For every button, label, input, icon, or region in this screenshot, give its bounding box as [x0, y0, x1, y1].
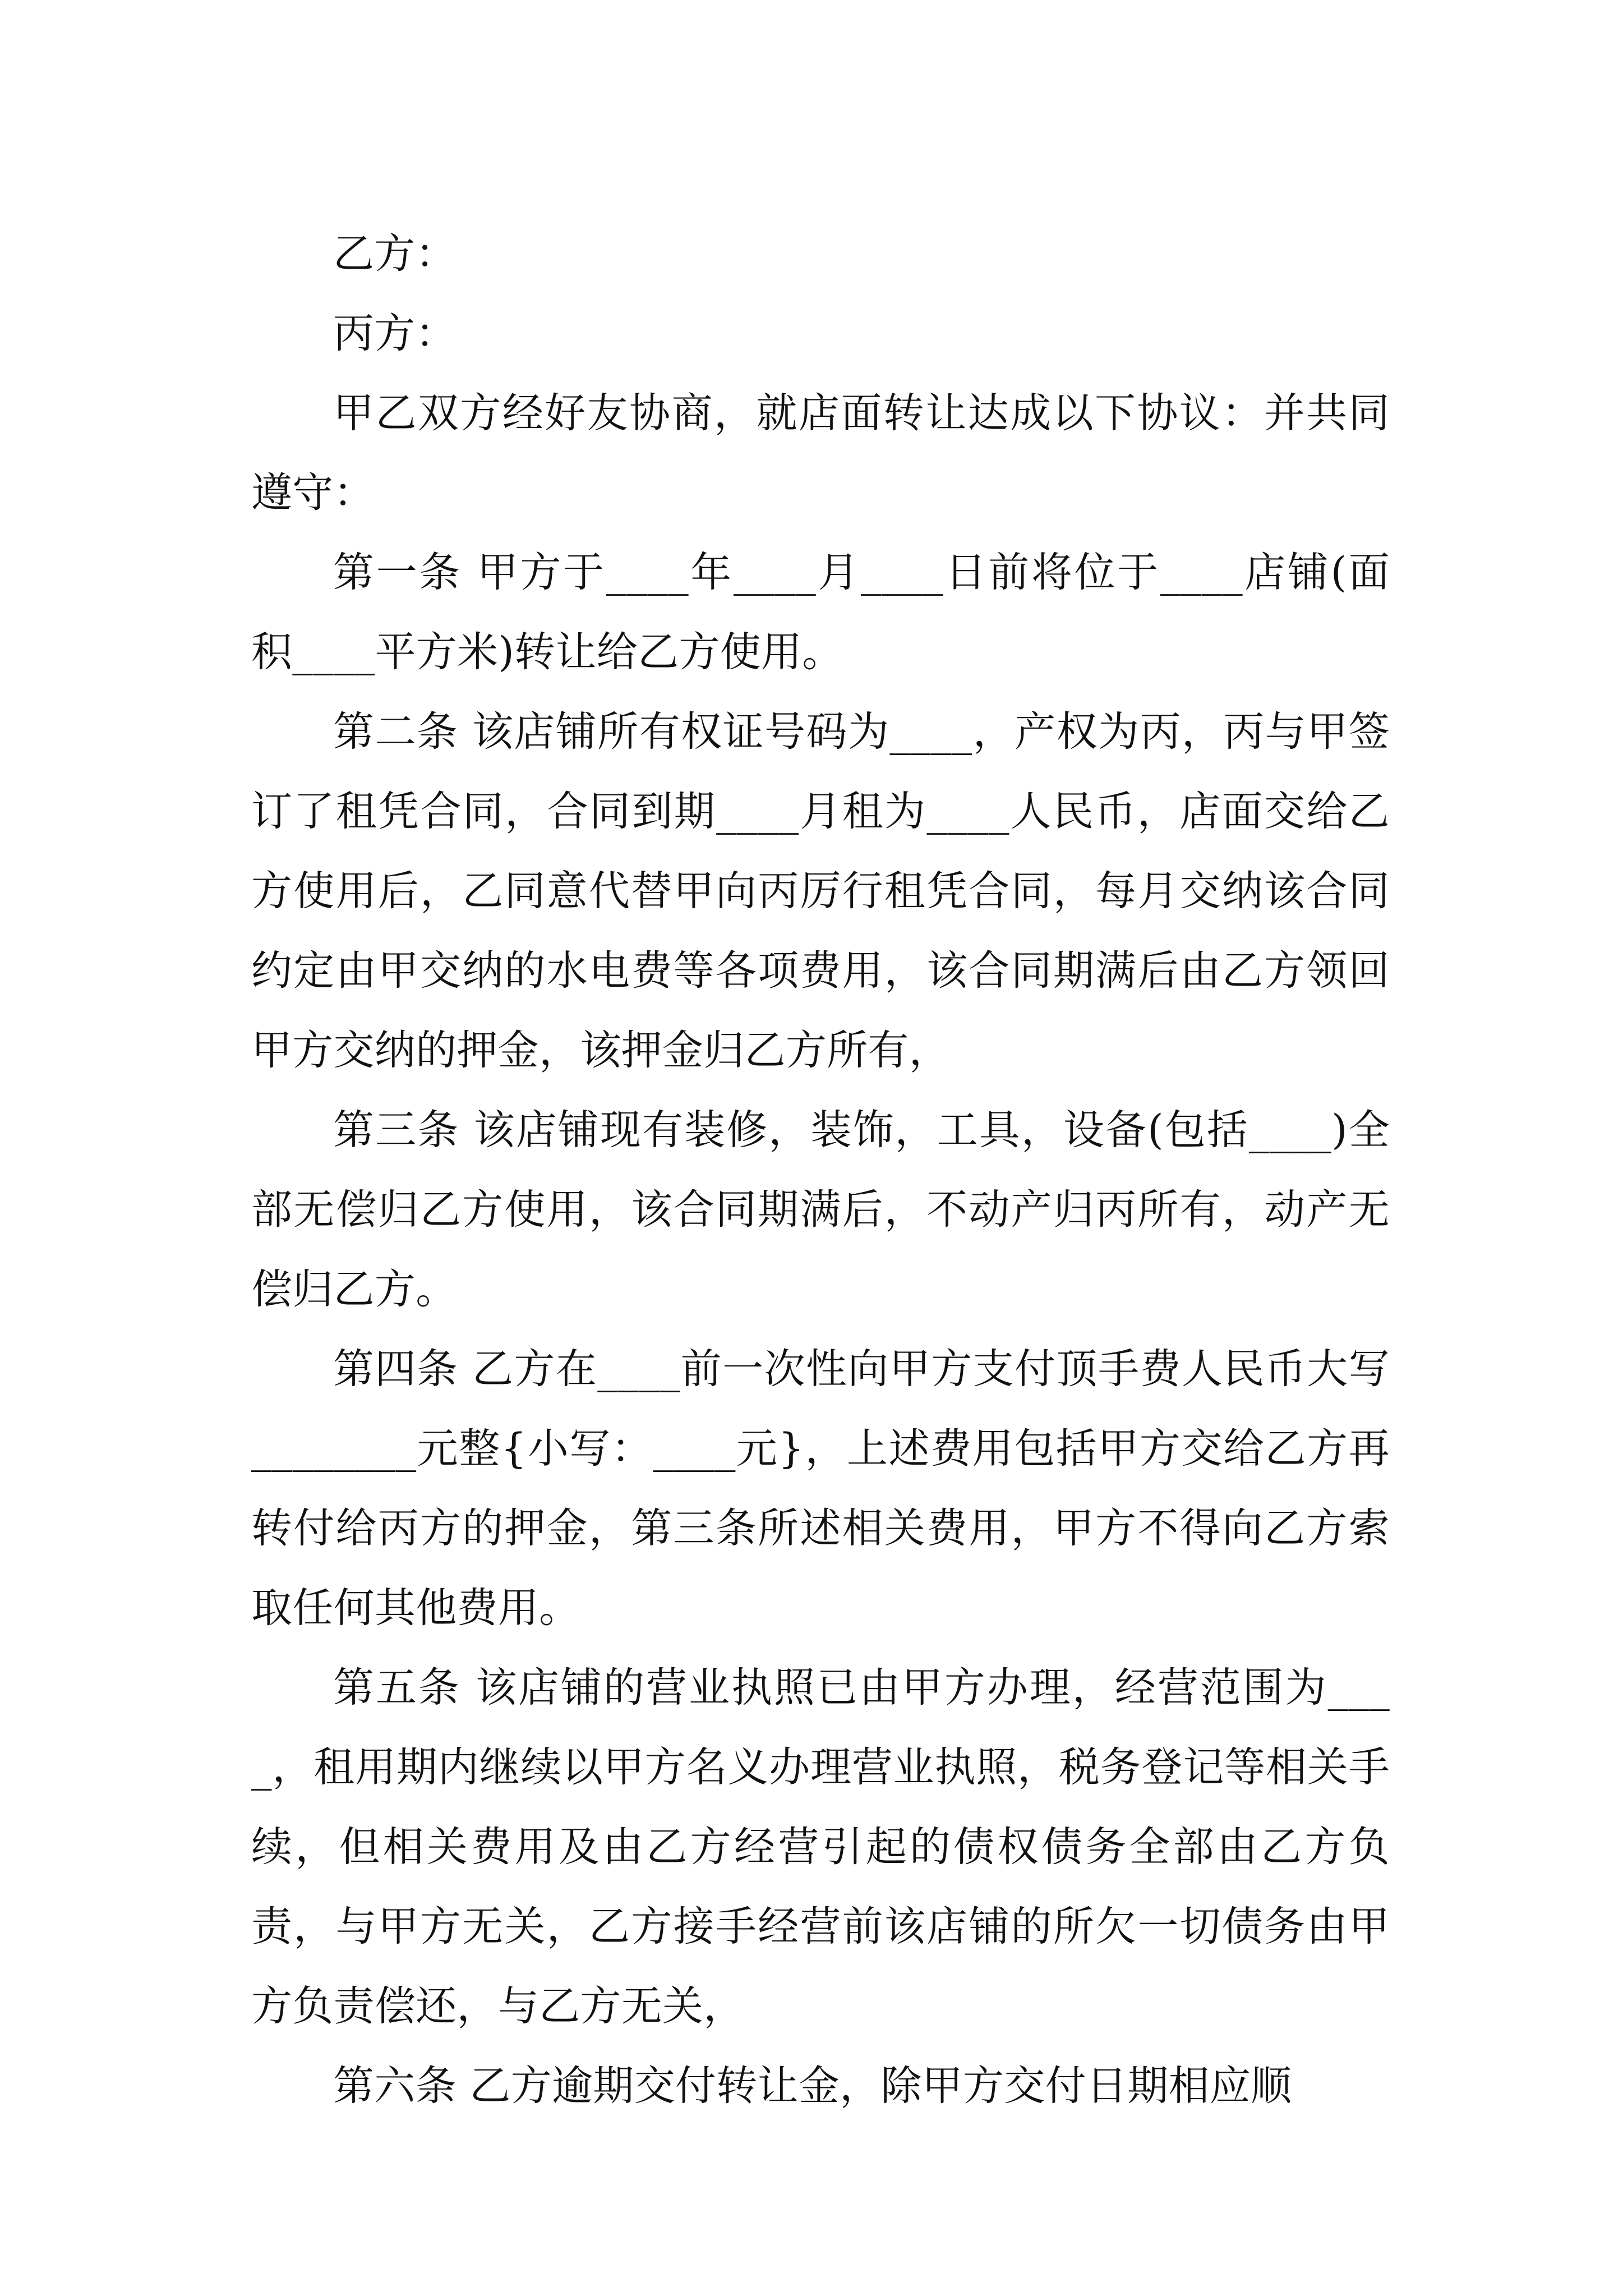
article-4: 第四条 乙方在____前一次性向甲方支付顶手费人民币大写________元整{小写：____元}，上述费用包括甲方交给乙方再转付给丙方的押金，第三条所述相关费用，甲方不得向乙方索取任何其他费用。: [251, 1345, 1390, 1632]
document-body: [251, 214, 1390, 2126]
article-3: 第三条 该店铺现有装修，装饰，工具，设备(包括____)全部无偿归乙方使用，该合同期满后，不动产归丙所有，动产无偿归乙方。: [251, 1106, 1390, 1313]
article-5: 第五条 该店铺的营业执照已由甲方办理，经营范围为____，租用期内继续以甲方名义办理营业执照，税务登记等相关手续，但相关费用及由乙方经营引起的债权债务全部由乙方负责，与甲方无关，乙方接手经营前该店铺的所欠一切债务由甲方负责偿还，与乙方无关，: [251, 1664, 1390, 2030]
article-1: 第一条 甲方于____年____月____日前将位于____店铺(面积____平方米)转让给乙方使用。: [251, 549, 1390, 676]
party-c-line: 丙方：: [333, 310, 457, 357]
party-b-line: 乙方：: [333, 230, 457, 278]
article-6: 第六条 乙方逾期交付转让金，除甲方交付日期相应顺: [333, 2062, 1292, 2110]
agreement-intro: 甲乙双方经好友协商，就店面转让达成以下协议：并共同遵守：: [251, 389, 1390, 517]
article-2: 第二条 该店铺所有权证号码为____，产权为丙，丙与甲签订了租凭合同，合同到期____月租为____人民币，店面交给乙方使用后，乙同意代替甲向丙厉行租凭合同，每月交纳该合同约定由甲交纳的水电费等各项费用，该合同期满后由乙方领回甲方交纳的押金，该押金归乙方所有，: [251, 708, 1390, 1074]
